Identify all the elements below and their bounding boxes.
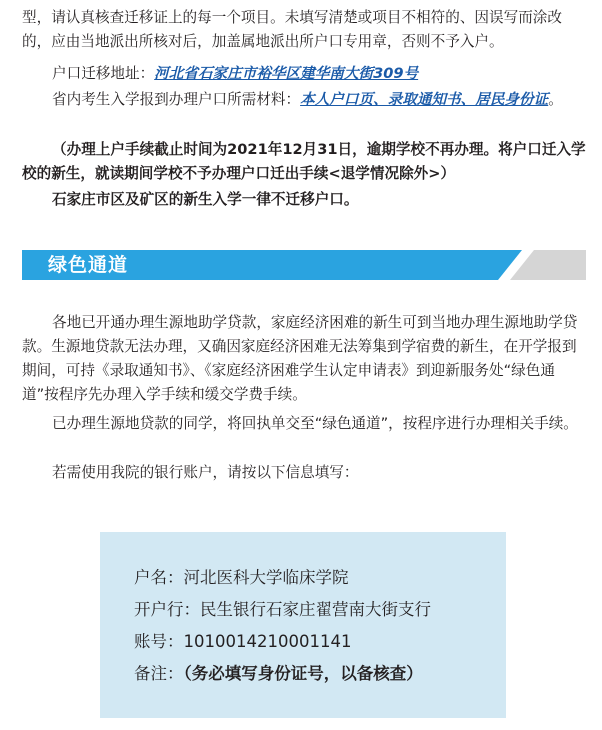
account-name: 河北医科大学临床学院 bbox=[183, 568, 349, 587]
bank-line bbox=[134, 598, 431, 622]
section-title: 绿色通道 bbox=[48, 254, 129, 276]
bank-label: 开户行： bbox=[134, 600, 200, 619]
address-line bbox=[22, 62, 588, 86]
account-number-line bbox=[134, 630, 351, 654]
account-name-label: 户名： bbox=[134, 568, 184, 587]
local-note: 石家庄市区及矿区的新生入学一律不迁移户口。 bbox=[52, 191, 359, 208]
green-channel-paragraph-2: 已办理生源地贷款的同学，将回执单交至“绿色通道”，按程序进行办理相关手续。 bbox=[52, 415, 578, 432]
address-label: 户口迁移地址： bbox=[52, 65, 155, 82]
deadline-note: （办理上户手续截止时间为2021年12月31日，逾期学校不再办理。将户口迁入学校的新生，就读期间学校不予办理户口迁出手续<退学情况除外>） bbox=[22, 141, 586, 182]
remark-text: （务必填写身份证号，以备核查） bbox=[183, 664, 423, 683]
remark-line bbox=[134, 662, 423, 686]
bank-name: 民生银行石家庄翟营南大街支行 bbox=[200, 600, 431, 619]
bank-info-box bbox=[100, 532, 506, 718]
intro-paragraph bbox=[22, 6, 588, 54]
intro-text: 型，请认真核查迁移证上的每一个项目。未填写清楚或项目不相符的、因误写而涂改的，应由当地派出所核对后，加盖属地派出所户口专用章，否则不予入户。 bbox=[22, 9, 562, 50]
address-value: 河北省石家庄市裕华区建华南大街309号 bbox=[154, 65, 419, 82]
green-channel-paragraph-3: 若需使用我院的银行账户，请按以下信息填写： bbox=[52, 464, 359, 481]
banner-gray-bar bbox=[510, 250, 586, 280]
green-channel-paragraph-1: 各地已开通办理生源地助学贷款，家庭经济困难的新生可到当地办理生源地助学贷款。生源地贷款无法办理，又确因家庭经济困难无法筹集到学宿费的新生，在开学报到期间，可持《录取通知书》、《家庭经济困难学生认定申请表》到迎新服务处“绿色通道”按程序先办理入学手续和缓交学费手续。 bbox=[22, 314, 578, 403]
materials-value: 本人户口页、录取通知书、居民身份证 bbox=[300, 91, 549, 108]
materials-line bbox=[22, 88, 588, 112]
materials-end: 。 bbox=[548, 91, 563, 108]
remark-label: 备注： bbox=[134, 664, 184, 683]
account-number: 1010014210001141 bbox=[183, 632, 352, 651]
account-name-line bbox=[134, 566, 349, 590]
account-number-label: 账号： bbox=[134, 632, 184, 651]
materials-label: 省内考生入学报到办理户口所需材料： bbox=[52, 91, 301, 108]
